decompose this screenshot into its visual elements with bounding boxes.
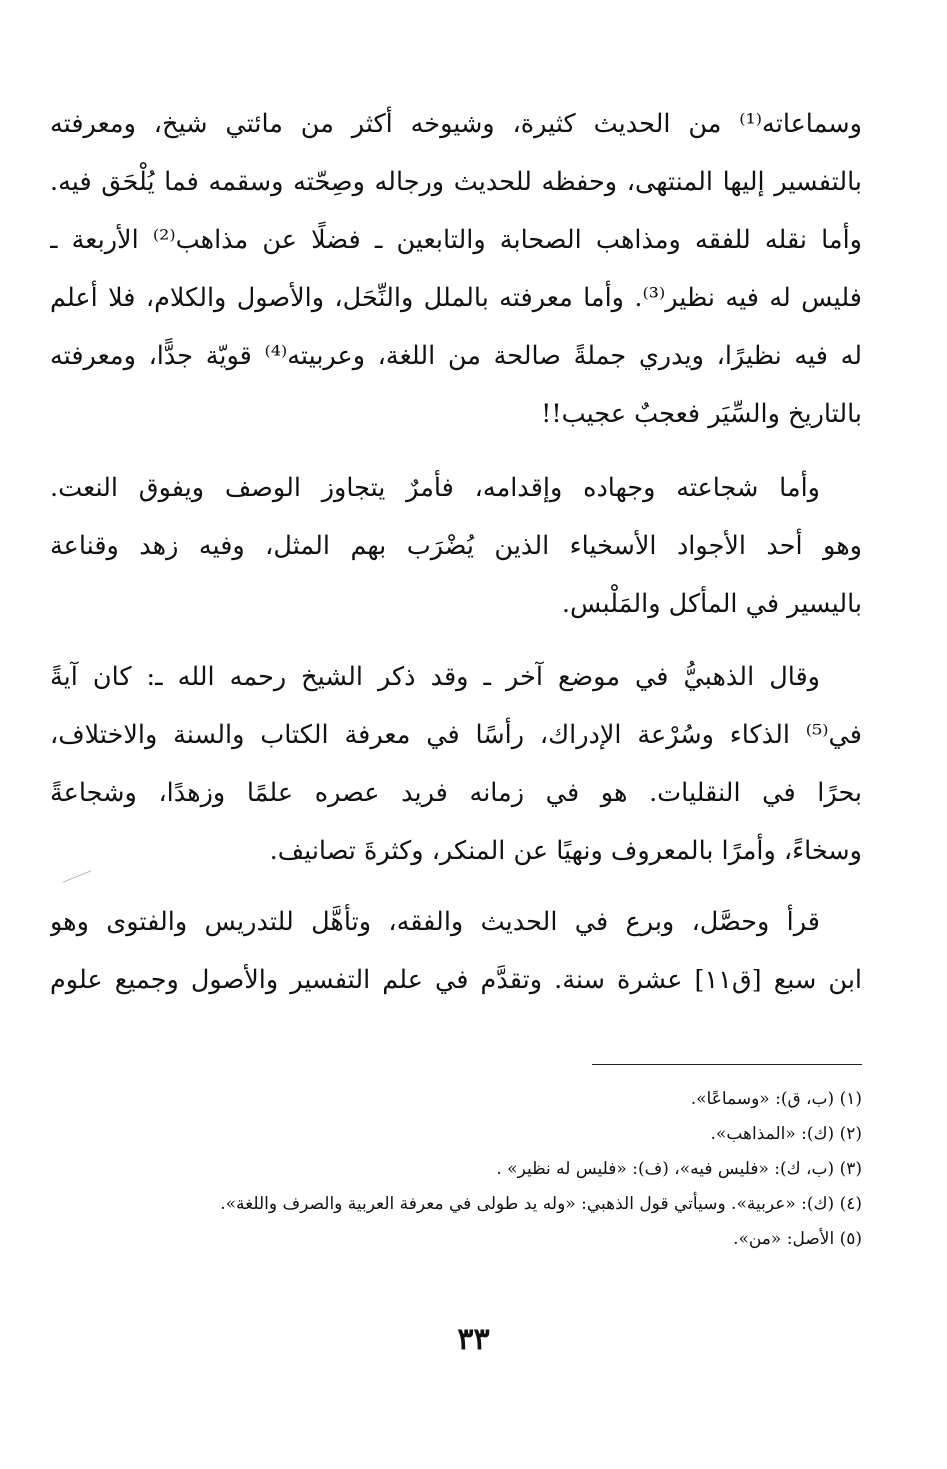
footnote-divider [592, 1064, 862, 1065]
footnote: (٤) (ك): «عربية». وسيأتي قول الذهبي: «وله يد طولى في معرفة العربية والصرف واللغة». [220, 1194, 862, 1214]
text-line: له فيه نظيرًا، ويدري جملةً صالحة من اللغة، وعربيته⁽⁴⁾ قويّة جدًّا، ومعرفته [50, 341, 862, 371]
text-line: وأما شجاعته وجهاده وإقدامه، فأمرٌ يتجاوز الوصف ويفوق النعت. [50, 473, 820, 503]
text-line: في⁽⁵⁾ الذكاء وسُرْعة الإدراك، رأسًا في معرفة الكتاب والسنة والاختلاف، [50, 720, 862, 750]
text-line: ابن سبع [ق١١] عشرة سنة. وتقدَّم في علم التفسير والأصول وجميع علوم [50, 965, 862, 995]
footnotes [50, 1082, 862, 1257]
text-line: وسخاءً، وأمرًا بالمعروف ونهيًا عن المنكر، وكثرةَ تصانيف. [269, 836, 862, 866]
paragraph-4 [50, 893, 862, 1009]
text-line: قرأ وحصَّل، وبرع في الحديث والفقه، وتأهَّل للتدريس والفتوى وهو [50, 907, 820, 937]
footnote: (٣) (ب، ك): «فليس فيه»، (ف): «فليس له نظير» . [496, 1159, 862, 1179]
text-line: وقال الذهبيُّ في موضع آخر ـ وقد ذكر الشيخ رحمه الله ـ: كان آيةً [50, 662, 820, 692]
page-number: ٣٣ [457, 1322, 490, 1357]
text-line: وأما نقله للفقه ومذاهب الصحابة والتابعين ـ فضلًا عن مذاهب⁽²⁾ الأربعة ـ [50, 225, 862, 255]
paragraph-3 [50, 648, 862, 880]
text-line: وهو أحد الأجواد الأسخياء الذين يُضْرَب بهم المثل، وفيه زهد وقناعة [50, 531, 862, 561]
footnote: (٥) الأصل: «من». [733, 1229, 862, 1249]
footnote: (١) (ب، ق): «وسماعًا». [690, 1089, 862, 1109]
text-line: بحرًا في النقليات. هو في زمانه فريد عصره علمًا وزهدًا، وشجاعةً [50, 778, 862, 808]
text-line: بالتفسير إليها المنتهى، وحفظه للحديث ورجاله وصِحّته وسقمه فما يُلْحَق فيه. [50, 167, 862, 197]
text-line: فليس له فيه نظير⁽³⁾. وأما معرفته بالملل والنِّحَل، والأصول والكلام، فلا أعلم [50, 283, 862, 313]
text-line: وسماعاته⁽¹⁾ من الحديث كثيرة، وشيوخه أكثر من مائتي شيخ، ومعرفته [50, 109, 862, 139]
footnote: (٢) (ك): «المذاهب». [710, 1124, 862, 1144]
text-line: باليسير في المأكل والمَلْبس. [561, 589, 862, 619]
text-line: بالتاريخ والسِّيَر فعجبٌ عجيب!! [541, 399, 862, 429]
paragraph-1 [50, 95, 862, 443]
paragraph-2 [50, 459, 862, 633]
